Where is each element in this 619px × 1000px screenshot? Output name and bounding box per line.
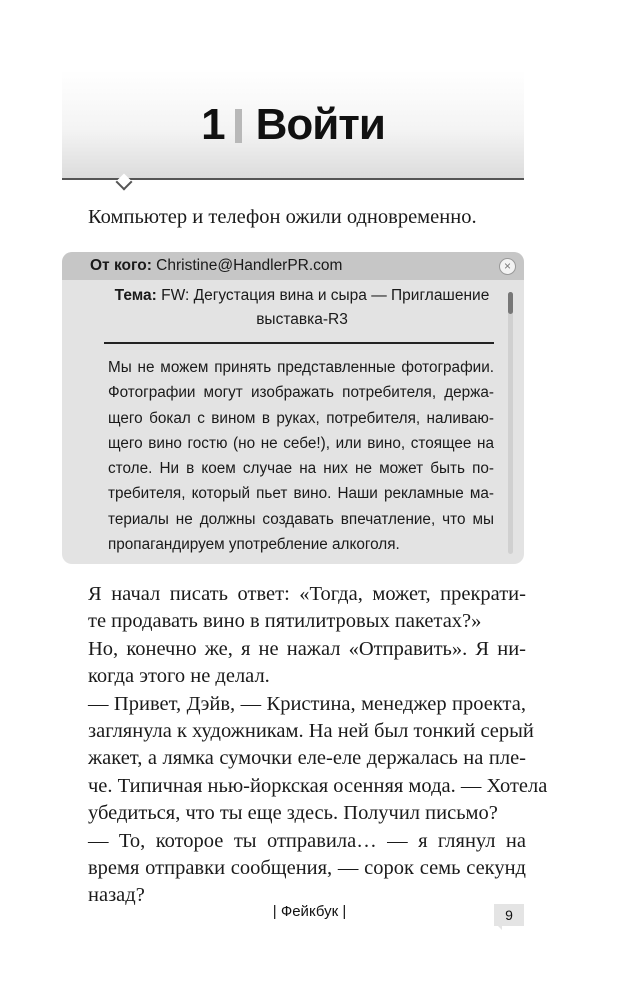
- text-line: — Привет, Дэйв, — Кристина, менеджер проекта,: [88, 692, 526, 715]
- email-body-line: щего вино гостю (но не себе!), или вино, стоящее на: [108, 434, 494, 452]
- email-body-line: Фотографии могут изображать потребителя, держа-: [108, 384, 494, 402]
- text-line: Я начал писать ответ: «Тогда, может, прекрати-: [88, 583, 526, 605]
- chapter-number: 1: [201, 100, 225, 149]
- body-text: [88, 581, 548, 910]
- text-line: заглянула к художникам. На ней был тонкий серый: [88, 720, 534, 743]
- email-from-bar: [62, 252, 524, 280]
- chapter-separator: [235, 109, 242, 143]
- chapter-title: [62, 100, 524, 150]
- close-icon[interactable]: ×: [499, 258, 516, 275]
- chapter-header: [62, 70, 524, 180]
- email-body-line: териалы не должны создавать впечатление, что мы: [108, 510, 494, 528]
- email-body-line: Мы не можем принять представленные фотографии.: [108, 359, 494, 376]
- text-line: — То, которое ты отправила… — я глянул на: [88, 829, 526, 852]
- subject-line-1: FW: Дегустация вина и сыра — Приглашение: [161, 287, 490, 304]
- text-line: назад?: [88, 884, 145, 907]
- text-line: те продавать вино в пятилитровых пакетах?»: [88, 610, 482, 633]
- page-number: 9: [494, 904, 524, 926]
- subject-label: Тема:: [114, 287, 157, 304]
- email-divider: [104, 342, 494, 344]
- text-line: жакет, а лямка сумочки еле-еле держалась на пле-: [88, 747, 526, 770]
- email-subject: [102, 284, 502, 332]
- intro-line: Компьютер и телефон ожили одновременно.: [88, 206, 477, 228]
- subject-line-2: выставка-R3: [256, 311, 348, 328]
- running-title: | Фейкбук |: [272, 903, 347, 920]
- text-line: че. Типичная нью-йоркская осенняя мода. — Хотела: [88, 774, 548, 797]
- email-body-line: пропагандируем употребление алкоголя.: [108, 536, 400, 554]
- text-line: время отправки сообщения, — сорок семь секунд: [88, 857, 526, 880]
- from-address: Christine@HandlerPR.com: [156, 257, 343, 274]
- text-line: Но, конечно же, я не нажал «Отправить». Я ни-: [88, 637, 526, 660]
- email-from: [90, 257, 342, 275]
- text-line: убедиться, что ты еще здесь. Получил письмо?: [88, 802, 498, 825]
- email-body-line: требителя, который пьет вино. Наши рекламные ма-: [108, 485, 494, 503]
- email-window: [62, 252, 524, 564]
- email-body: [108, 355, 494, 557]
- from-label: От кого:: [90, 257, 152, 274]
- email-body-line: столе. Ни в коем случае на них не может быть по-: [108, 460, 494, 478]
- chapter-name: Войти: [255, 100, 385, 149]
- text-line: когда этого не делал.: [88, 665, 270, 688]
- page-number-tail: [496, 924, 502, 930]
- email-scroll-thumb[interactable]: [508, 292, 513, 314]
- email-scrollbar[interactable]: [508, 292, 513, 554]
- email-body-line: щего бокал с вином в руках, потребителя, наливаю-: [108, 409, 494, 427]
